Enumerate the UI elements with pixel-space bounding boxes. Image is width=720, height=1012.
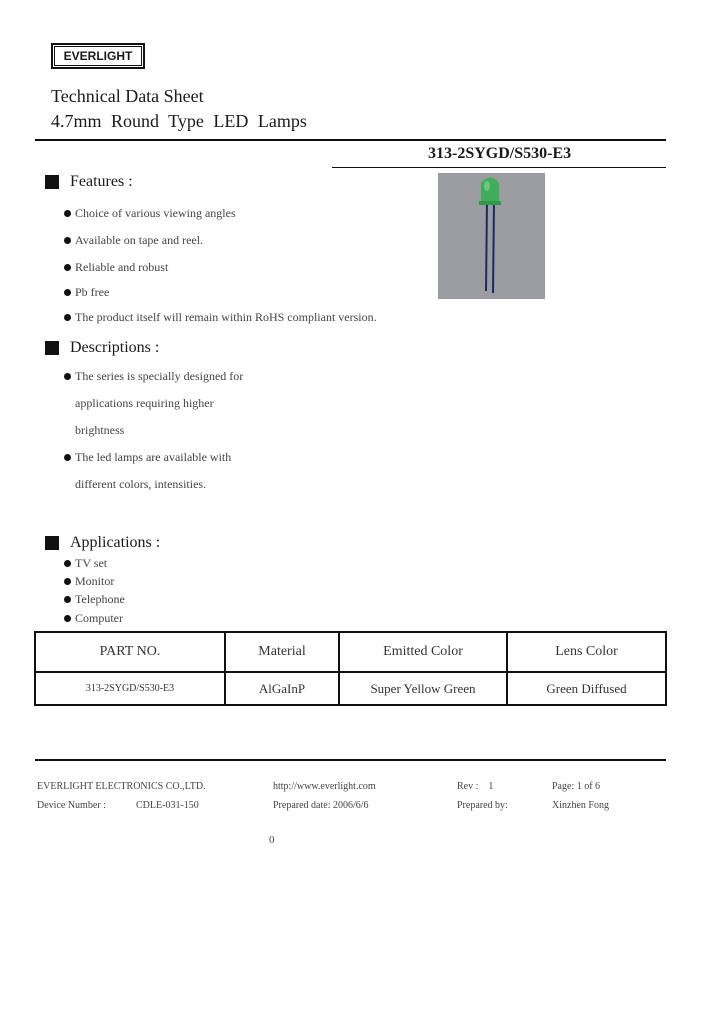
cell-emitted-color: Super Yellow Green [339, 672, 507, 705]
descriptions-heading: Descriptions : [45, 339, 159, 357]
header-part-no: PART NO. [35, 632, 225, 672]
description-item: The led lamps are available with [64, 450, 231, 465]
footer-page: Page: 1 of 6 [552, 781, 601, 792]
header-lens-color: Lens Color [507, 632, 666, 672]
bullet-icon [64, 237, 71, 244]
led-lamp-icon [438, 173, 545, 299]
part-number-underline [332, 167, 666, 168]
doc-title: Technical Data Sheet [51, 86, 204, 106]
doc-subtitle: 4.7mm Round Type LED Lamps [51, 111, 307, 131]
feature-item: Pb free [64, 285, 109, 300]
cell-part-no: 313-2SYGD/S530-E3 [35, 672, 225, 705]
feature-item: Available on tape and reel. [64, 233, 203, 248]
footer-prepared-by-label: Prepared by: [457, 800, 508, 811]
page-marker: 0 [269, 834, 275, 846]
logo-text: EVERLIGHT [54, 46, 142, 66]
application-item: TV set [64, 556, 107, 571]
footer-device-number-label: Device Number : [37, 800, 106, 811]
section-square-icon [45, 341, 59, 355]
footer-company: EVERLIGHT ELECTRONICS CO.,LTD. [37, 781, 206, 792]
top-divider [35, 139, 666, 141]
bullet-icon [64, 560, 71, 567]
application-item: Monitor [64, 574, 114, 589]
applications-heading: Applications : [45, 534, 160, 552]
bullet-icon [64, 615, 71, 622]
table-row [35, 672, 666, 705]
description-line: brightness [75, 423, 125, 437]
section-square-icon [45, 175, 59, 189]
footer-prepared-by: Xinzhen Fong [552, 800, 609, 811]
everlight-logo [51, 43, 145, 69]
footer-rev: Rev : 1 [457, 781, 494, 792]
header-emitted-color: Emitted Color [339, 632, 507, 672]
cell-material: AlGaInP [225, 672, 339, 705]
feature-item: The product itself will remain within RoHS compliant version. [64, 310, 377, 325]
led-product-photo [438, 173, 545, 299]
footer-website: http://www.everlight.com [273, 781, 376, 792]
footer-prepared-date: Prepared date: 2006/6/6 [273, 800, 369, 811]
feature-item: Reliable and robust [64, 260, 168, 275]
description-item: The series is specially designed for [64, 369, 243, 384]
parts-table [34, 631, 667, 706]
bullet-icon [64, 264, 71, 271]
bullet-icon [64, 578, 71, 585]
section-square-icon [45, 536, 59, 550]
description-line: applications requiring higher [75, 396, 214, 410]
bullet-icon [64, 454, 71, 461]
bullet-icon [64, 314, 71, 321]
application-item: Telephone [64, 592, 125, 607]
cell-lens-color: Green Diffused [507, 672, 666, 705]
table-header-row [35, 632, 666, 672]
bullet-icon [64, 596, 71, 603]
bullet-icon [64, 373, 71, 380]
bullet-icon [64, 210, 71, 217]
footer-divider [35, 759, 666, 761]
footer-device-number: CDLE-031-150 [136, 800, 199, 811]
description-line: different colors, intensities. [75, 477, 207, 491]
part-number-heading: 313-2SYGD/S530-E3 [428, 145, 572, 162]
bullet-icon [64, 289, 71, 296]
feature-item: Choice of various viewing angles [64, 206, 236, 221]
application-item: Computer [64, 611, 123, 626]
features-heading: Features : [45, 173, 133, 191]
header-material: Material [225, 632, 339, 672]
